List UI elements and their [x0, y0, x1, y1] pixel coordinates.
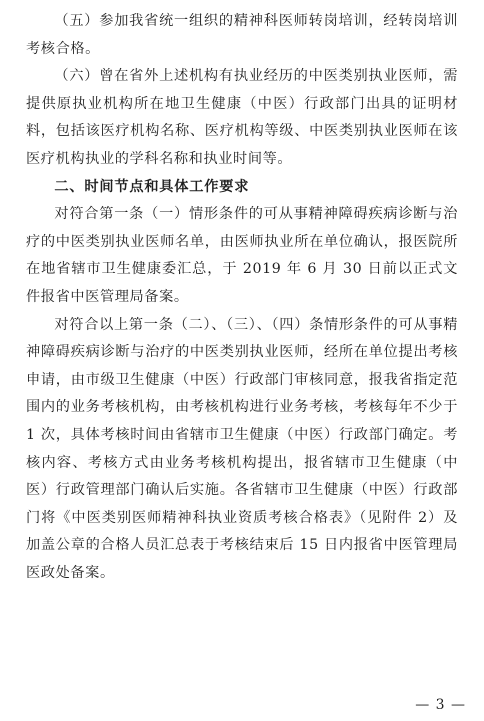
- page-number: — 3 —: [415, 697, 466, 713]
- paragraph-assessment: 对符合以上第一条（二）、（三）、（四）条情形条件的可从事精神障碍疾病诊断与治疗的中医类别执业医师，经所在单位提出考核申请，由市级卫生健康（中医）行政部门审核同意，报我省指定范围内的业务考核机构，由考核机构进行业务考核，考核每年不少于 1 次，具体考核时间由省辖市卫生健康（中医）行政部门确定。考核内容、考核方式由业务考核机构提出，报省辖市卫生健康（中医）行政管理部门确认后实施。各省辖市卫生健康（中医）行政部门将《中医类别医师精神科执业资质考核合格表》（见附件 2）及加盖公章的合格人员汇总表于考核结束后 15 日内报省中医管理局医政处备案。: [26, 316, 458, 581]
- paragraph-item-5: （五）参加我省统一组织的精神科医师转岗培训，经转岗培训考核合格。: [26, 13, 458, 57]
- section-heading: 二、时间节点和具体工作要求: [54, 178, 250, 195]
- paragraph-list-submission: 对符合第一条（一）情形条件的可从事精神障碍疾病诊断与治疗的中医类别执业医师名单，由医师执业所在单位确认，报医院所在地省辖市卫生健康委汇总，于 2019 年 6 月 30 日前以正式文件报省中医管理局备案。: [26, 206, 458, 305]
- paragraph-item-6: （六）曾在省外上述机构有执业经历的中医类别执业医师，需提供原执业机构所在地卫生健康（中医）行政部门出具的证明材料，包括该医疗机构名称、医疗机构等级、中医类别执业医师在该医疗机构执业的学科名称和执业时间等。: [26, 68, 458, 167]
- document-page: [26, 8, 458, 713]
